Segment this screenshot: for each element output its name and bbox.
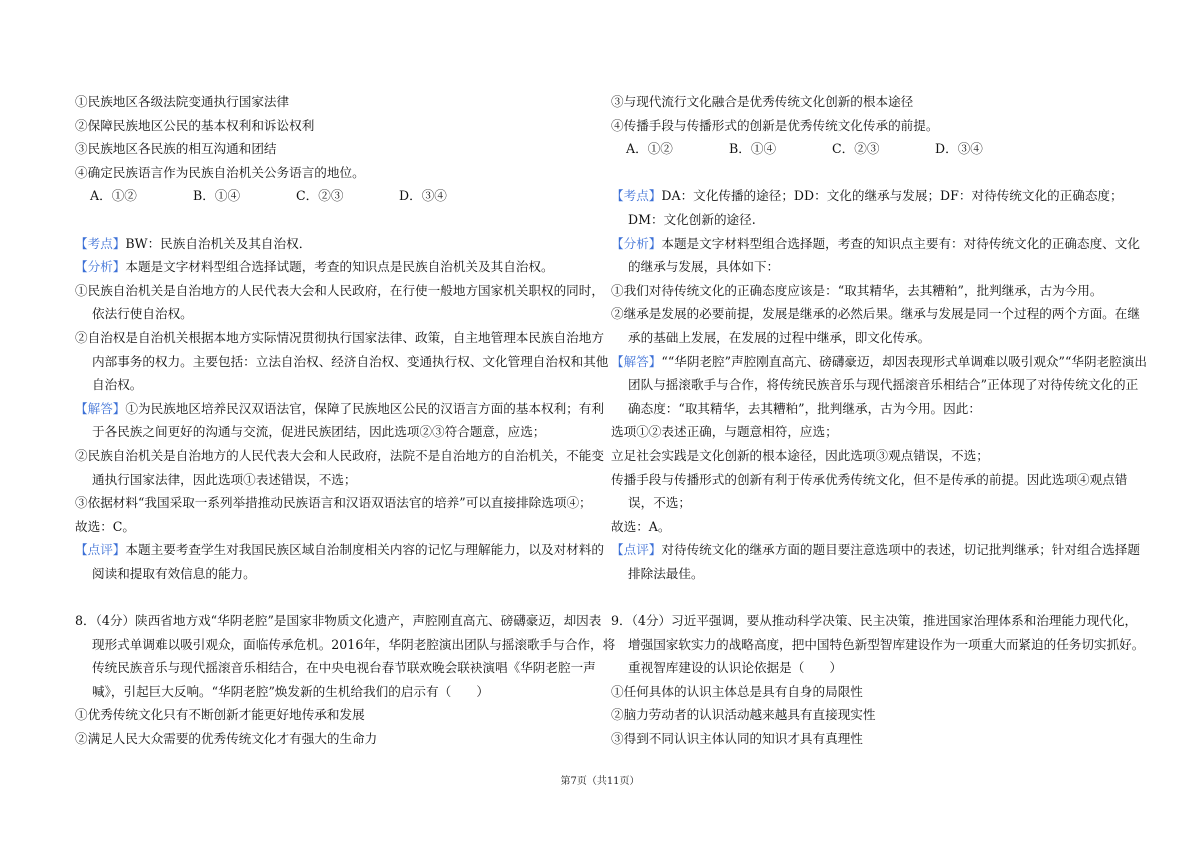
dianping-line: 排除法最佳。 bbox=[628, 565, 704, 581]
jieda-section bbox=[611, 350, 1147, 374]
q7-item-1: ①民族地区各级法院变通执行国家法律 bbox=[75, 94, 290, 109]
q8-stem-line: 喊》，引起巨大反响。“华阴老腔”焕发新的生机给我们的启示有（ ） bbox=[92, 683, 489, 699]
q7-option-c: C．②③ bbox=[296, 188, 344, 204]
q7-item-3: ③民族地区各民族的相互沟通和团结 bbox=[75, 141, 277, 157]
q8-item-1: ①优秀传统文化只有不断创新才能更好地传承和发展 bbox=[75, 707, 365, 723]
jieda-line: 确态度：“取其精华，去其糟粕”，批判继承，古为今用。因此： bbox=[628, 400, 981, 416]
jieda-section bbox=[75, 397, 604, 421]
fenxi-line: ②继承是发展的必要前提，发展是继承的必然后果。继承与发展是同一个过程的两个方面。在继 bbox=[611, 306, 1140, 322]
q7-option-a: A．①② bbox=[90, 188, 137, 204]
dianping-section bbox=[611, 538, 1140, 562]
q8-item-4: ④传播手段与传播形式的创新是优秀传统文化传承的前提。 bbox=[611, 117, 939, 133]
q8-stem-line: 8．（4分）陕西省地方戏“华阴老腔”是国家非物质文化遗产，声腔刚直高亢、磅礴豪迈，却因表 bbox=[75, 613, 602, 629]
q7-options bbox=[75, 184, 595, 208]
q8-option-d: D．③④ bbox=[935, 141, 983, 157]
kaodian-line: DM：文化创新的途径. bbox=[628, 211, 756, 227]
q9-stem-line: 重视智库建设的认识论依据是（ ） bbox=[628, 660, 843, 676]
q7-option-b: B．①④ bbox=[193, 188, 241, 204]
q8-options bbox=[611, 137, 1131, 161]
jieda-text: ①为民族地区培养民汉双语法官，保障了民族地区公民的汉语言方面的基本权利；有利 bbox=[125, 400, 604, 416]
kaodian-section bbox=[75, 232, 595, 256]
fenxi-line: 的继承与发展，具体如下： bbox=[628, 259, 780, 275]
jieda-line: ②民族自治机关是自治地方的人民代表大会和人民政府，法院不是自治地方的自治机关，不能变 bbox=[75, 447, 604, 463]
fenxi-line: 承的基础上发展，在发展的过程中继承，即文化传承。 bbox=[628, 329, 931, 345]
jieda-line: 立足社会实践是文化创新的根本途径，因此选项③观点错误，不选； bbox=[611, 447, 989, 463]
fenxi-line: ①我们对待传统文化的正确态度应该是：“取其精华，去其糟粕”，批判继承，古为今用。 bbox=[611, 282, 1103, 298]
fenxi-line: ②自治权是自治机关根据本地方实际情况贯彻执行国家法律、政策，自主地管理本民族自治地方 bbox=[75, 329, 604, 345]
fenxi-section bbox=[75, 255, 595, 279]
q8-option-a: A．①② bbox=[626, 141, 673, 157]
q8-stem-line: 现形式单调难以吸引观众，面临传承危机。2016年，华阴老腔演出团队与摇滚歌手与合作，将 bbox=[92, 636, 616, 652]
kaodian-text: BW：民族自治机关及其自治权． bbox=[125, 235, 312, 251]
q7-item-2: ②保障民族地区公民的基本权利和诉讼权利 bbox=[75, 117, 315, 133]
jieda-line: ③依据材料“我国采取一系列举措推动民族语言和汉语双语法官的培养”可以直接排除选项④； bbox=[75, 495, 592, 511]
fenxi-line: 自治权。 bbox=[92, 377, 143, 393]
jieda-tag: 【解答】 bbox=[611, 353, 662, 369]
fenxi-text: 本题是文字材料型组合选择题，考查的知识点主要有：对待传统文化的正确态度、文化 bbox=[661, 235, 1140, 251]
kaodian-tag: 【考点】 bbox=[75, 235, 126, 251]
jieda-line: 通执行国家法律，因此选项①表述错误，不选； bbox=[92, 471, 357, 487]
right-column bbox=[611, 90, 1147, 751]
dianping-tag: 【点评】 bbox=[611, 542, 662, 558]
q9-stem-line: 9．（4分）习近平强调，要从推动科学决策、民主决策，推进国家治理体系和治理能力现代化， bbox=[611, 613, 1138, 629]
dianping-line: 阅读和提取有效信息的能力。 bbox=[92, 565, 256, 581]
q9-item-3: ③得到不同认识主体认同的知识才具有真理性 bbox=[611, 731, 863, 747]
fenxi-line: 依法行使自治权。 bbox=[92, 306, 193, 322]
dianping-text: 本题主要考查学生对我国民族区域自治制度相关内容的记忆与理解能力，以及对材料的 bbox=[125, 542, 604, 558]
jieda-line: 故选：C。 bbox=[75, 518, 136, 534]
q7-option-d: D．③④ bbox=[399, 188, 447, 204]
fenxi-section bbox=[611, 232, 1140, 256]
q8-option-c: C．②③ bbox=[832, 141, 880, 157]
q8-item-2: ②满足人民大众需要的优秀传统文化才有强大的生命力 bbox=[75, 731, 378, 747]
jieda-line: 团队与摇滚歌手与合作，将传统民族音乐与现代摇滚音乐相结合”正体现了对待传统文化的正 bbox=[628, 377, 1139, 393]
kaodian-tag: 【考点】 bbox=[611, 188, 662, 204]
q9-stem-line: 增强国家软实力的战略高度，把中国特色新型智库建设作为一项重大而紧迫的任务切实抓好。 bbox=[628, 636, 1145, 652]
q7-item-4: ④确定民族语言作为民族自治机关公务语言的地位。 bbox=[75, 164, 365, 180]
q9-item-2: ②脑力劳动者的认识活动越来越具有直接现实性 bbox=[611, 707, 876, 723]
kaodian-text: DA：文化传播的途径；DD：文化的继承与发展；DF：对待传统文化的正确态度； bbox=[661, 188, 1123, 204]
fenxi-line: ①民族自治机关是自治地方的人民代表大会和人民政府，在行使一般地方国家机关职权的同时， bbox=[75, 282, 604, 298]
jieda-text: ““华阴老腔”声腔刚直高亢、磅礴豪迈，却因表现形式单调难以吸引观众”“华阴老腔演出 bbox=[661, 353, 1147, 369]
left-column bbox=[75, 90, 616, 751]
fenxi-tag: 【分析】 bbox=[75, 259, 126, 275]
jieda-tag: 【解答】 bbox=[75, 400, 126, 416]
jieda-line: 误，不选； bbox=[628, 495, 691, 511]
kaodian-section bbox=[611, 184, 1131, 208]
jieda-line: 选项①②表述正确，与题意相符，应选； bbox=[611, 424, 838, 440]
page-footer: 第7页（共11页） bbox=[560, 776, 640, 787]
q8-stem-line: 传统民族音乐与现代摇滚音乐相结合，在中央电视台春节联欢晚会联袂演唱《华阴老腔一声 bbox=[92, 660, 596, 676]
fenxi-tag: 【分析】 bbox=[611, 235, 662, 251]
q8-option-b: B．①④ bbox=[729, 141, 777, 157]
fenxi-text: 本题是文字材料型组合选择试题，考查的知识点是民族自治机关及其自治权。 bbox=[125, 259, 554, 275]
q8-item-3: ③与现代流行文化融合是优秀传统文化创新的根本途径 bbox=[611, 94, 914, 109]
fenxi-line: 内部事务的权力。主要包括：立法自治权、经济自治权、变通执行权、文化管理自治权和其他 bbox=[92, 353, 609, 369]
dianping-tag: 【点评】 bbox=[75, 542, 126, 558]
jieda-line: 故选：A。 bbox=[611, 518, 671, 534]
jieda-line: 传播手段与传播形式的创新有利于传承优秀传统文化，但不是传承的前提。因此选项④观点错 bbox=[611, 471, 1128, 487]
q9-item-1: ①任何具体的认识主体总是具有自身的局限性 bbox=[611, 683, 863, 699]
dianping-section bbox=[75, 538, 604, 562]
dianping-text: 对待传统文化的继承方面的题目要注意选项中的表述，切记批判继承；针对组合选择题 bbox=[661, 542, 1140, 558]
jieda-line: 于各民族之间更好的沟通与交流，促进民族团结，因此选项②③符合题意，应选； bbox=[92, 424, 546, 440]
